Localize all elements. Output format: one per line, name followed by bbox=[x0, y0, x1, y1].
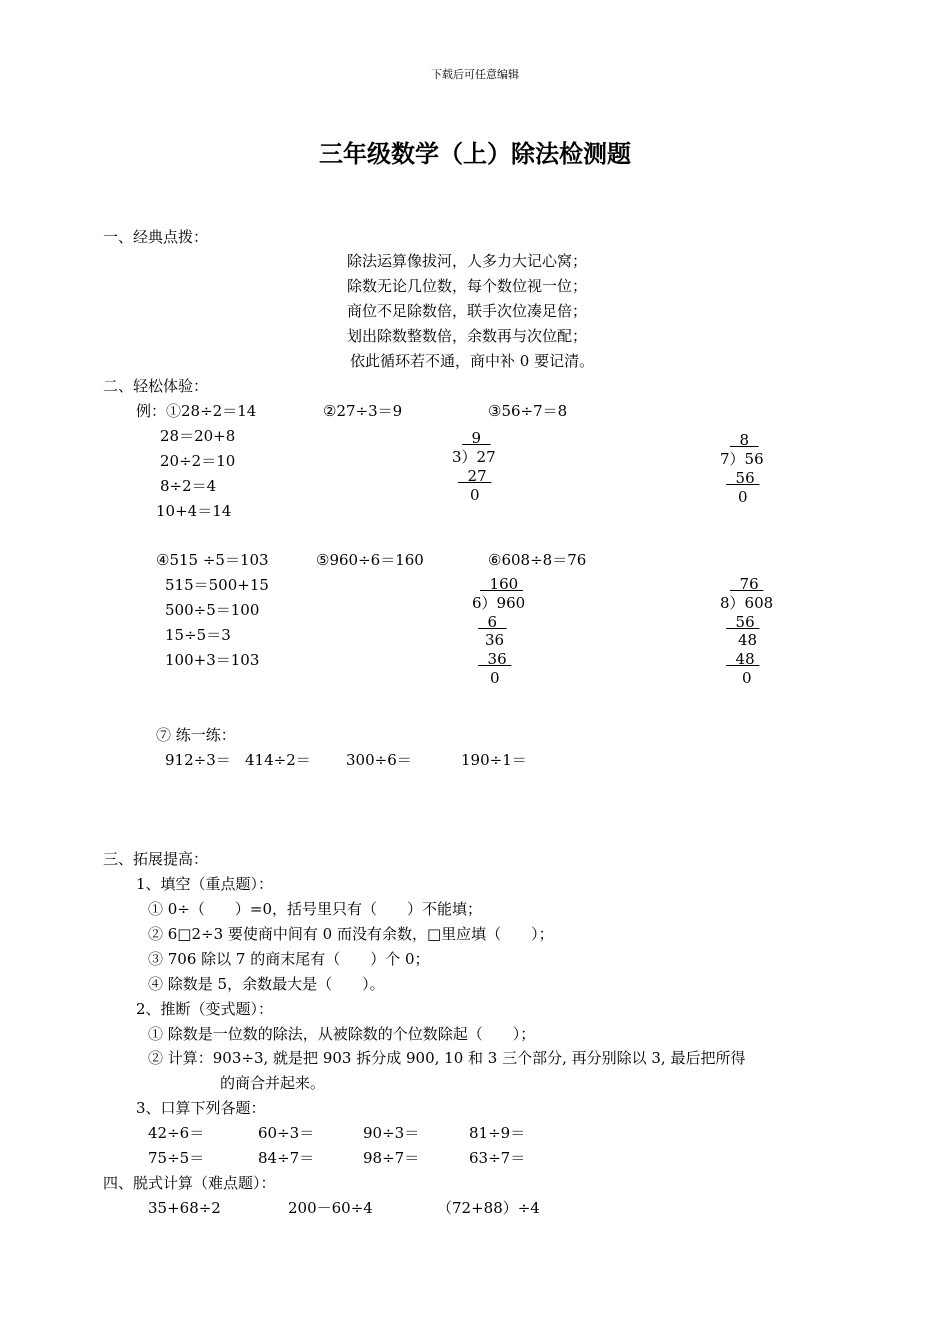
divisor-dividend: 3）27 bbox=[452, 448, 496, 466]
section-3-heading: 三、拓展提高： bbox=[103, 850, 209, 868]
subtrahend: 36 bbox=[487, 650, 507, 668]
subtrahend: 56 bbox=[735, 469, 755, 487]
oral-problem: 63÷7＝ bbox=[469, 1149, 526, 1167]
example-4-step: 515＝500+15 bbox=[165, 576, 269, 594]
stepwise-problem: 200－60÷4 bbox=[288, 1199, 373, 1217]
stepwise-problem: （72+88）÷4 bbox=[437, 1199, 540, 1217]
question-3-label: 3、口算下列各题： bbox=[136, 1099, 266, 1117]
header-note: 下载后可任意编辑 bbox=[431, 68, 519, 81]
fill-blank-item: ① 0÷（ ）=0，括号里只有（ ）不能填； bbox=[148, 900, 482, 918]
poem-line: 划出除数整数倍，余数再与次位配； bbox=[347, 327, 588, 345]
section-4-heading: 四、脱式计算（难点题）： bbox=[103, 1174, 276, 1192]
oral-problem: 42÷6＝ bbox=[148, 1124, 205, 1142]
fill-blank-item: ② 6□2÷3 要使商中间有 0 而没有余数，□里应填（ ）； bbox=[148, 925, 554, 943]
quotient: 160 bbox=[489, 575, 519, 593]
remainder: 0 bbox=[470, 486, 480, 504]
page-title: 三年级数学（上）除法检测题 bbox=[319, 139, 631, 168]
judge-item: ① 除数是一位数的除法，从被除数的个位数除起（ ）； bbox=[148, 1025, 536, 1043]
example-4-step: 100+3＝103 bbox=[165, 651, 260, 669]
subtrahend: 27 bbox=[467, 467, 487, 485]
poem-line: 商位不足除数倍，联手次位凑足倍； bbox=[347, 302, 588, 320]
oral-problem: 90÷3＝ bbox=[363, 1124, 420, 1142]
judge-item: ② 计算：903÷3, 就是把 903 拆分成 900, 10 和 3 三个部分, 再分别除以 3, 最后把所得 bbox=[148, 1049, 746, 1067]
remainder: 0 bbox=[742, 669, 752, 687]
example-6-label: ⑥608÷8＝76 bbox=[488, 551, 587, 569]
practice-problem: 912÷3＝ bbox=[165, 751, 231, 769]
subtrahend: 48 bbox=[735, 650, 755, 668]
divisor-dividend: 6）960 bbox=[472, 594, 526, 612]
question-1-label: 1、填空（重点题）： bbox=[136, 875, 274, 893]
example-3-label: ③56÷7＝8 bbox=[488, 402, 568, 420]
judge-item-continuation: 的商合并起来。 bbox=[220, 1074, 326, 1092]
example-1-step: 10+4＝14 bbox=[156, 502, 232, 520]
oral-problem: 98÷7＝ bbox=[363, 1149, 420, 1167]
oral-problem: 84÷7＝ bbox=[258, 1149, 315, 1167]
example-5-label: ⑤960÷6＝160 bbox=[316, 551, 424, 569]
practice-label: ⑦ 练一练： bbox=[156, 726, 236, 744]
fill-blank-item: ③ 706 除以 7 的商末尾有（ ）个 0； bbox=[148, 950, 430, 968]
example-1-label: 例：①28÷2＝14 bbox=[136, 402, 257, 420]
quotient: 8 bbox=[739, 431, 750, 449]
practice-problem: 190÷1＝ bbox=[461, 751, 527, 769]
practice-problem: 300÷6＝ bbox=[346, 751, 412, 769]
divisor-dividend: 8）608 bbox=[720, 594, 774, 612]
partial-dividend: 36 bbox=[485, 631, 505, 649]
subtrahend: 56 bbox=[735, 613, 755, 631]
fill-blank-item: ④ 除数是 5，余数最大是（ ）。 bbox=[148, 975, 385, 993]
example-4-step: 15÷5＝3 bbox=[165, 626, 231, 644]
remainder: 0 bbox=[738, 488, 748, 506]
example-2-label: ②27÷3＝9 bbox=[323, 402, 403, 420]
oral-problem: 75÷5＝ bbox=[148, 1149, 205, 1167]
question-2-label: 2、推断（变式题）： bbox=[136, 1000, 274, 1018]
quotient: 9 bbox=[471, 429, 482, 447]
example-1-step: 8÷2＝4 bbox=[160, 477, 217, 495]
poem-line: 除法运算像拔河，人多力大记心窝； bbox=[347, 252, 588, 270]
section-1-heading: 一、经典点拨： bbox=[103, 228, 209, 246]
divisor-dividend: 7）56 bbox=[720, 450, 764, 468]
stepwise-problem: 35+68÷2 bbox=[148, 1199, 221, 1217]
example-1-step: 20÷2＝10 bbox=[160, 452, 236, 470]
quotient: 76 bbox=[739, 575, 759, 593]
section-2-heading: 二、轻松体验： bbox=[103, 377, 209, 395]
example-4-label: ④515 ÷5＝103 bbox=[156, 551, 269, 569]
example-1-step: 28＝20+8 bbox=[160, 427, 236, 445]
remainder: 0 bbox=[490, 669, 500, 687]
subtrahend: 6 bbox=[487, 613, 498, 631]
poem-line: 除数无论几位数，每个数位视一位； bbox=[347, 277, 588, 295]
poem-line: 依此循环若不通，商中补 0 要记清。 bbox=[350, 352, 595, 370]
partial-dividend: 48 bbox=[738, 631, 758, 649]
oral-problem: 81÷9＝ bbox=[469, 1124, 526, 1142]
example-4-step: 500÷5＝100 bbox=[165, 601, 260, 619]
oral-problem: 60÷3＝ bbox=[258, 1124, 315, 1142]
practice-problem: 414÷2＝ bbox=[245, 751, 311, 769]
